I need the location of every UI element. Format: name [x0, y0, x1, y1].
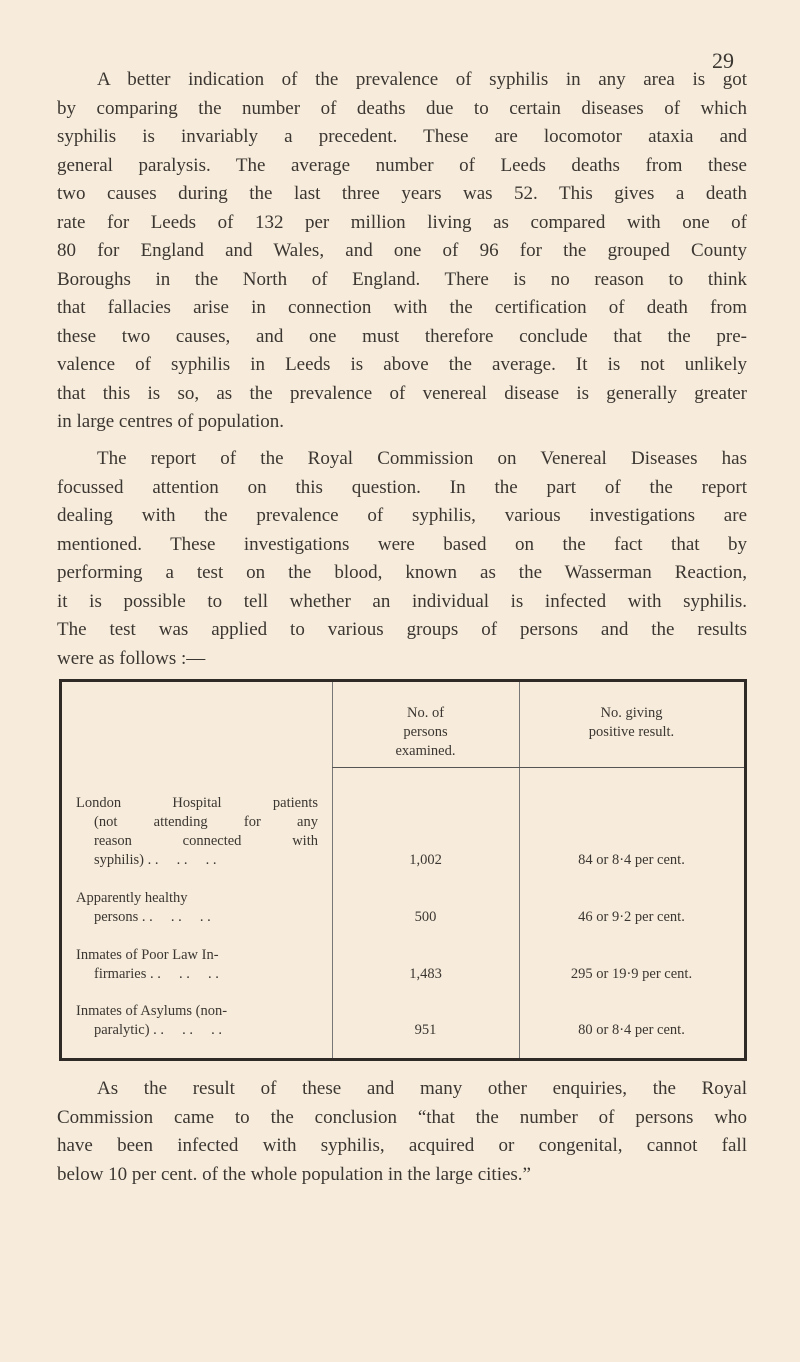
page-number: 29	[712, 48, 734, 73]
positive-result: 46 or 9·2 per cent.	[578, 909, 685, 925]
text-line: 80 for England and Wales, and one of 96 for the grouped County	[57, 240, 747, 261]
text-line: The test was applied to various groups of persons and the results	[57, 619, 747, 640]
text-line: general paralysis. The average number of Leeds deaths from these	[57, 154, 747, 176]
header-positive	[519, 704, 744, 742]
positive-result: 80 or 8·4 per cent.	[578, 1022, 685, 1038]
label-line: paralytic) . . . . . .	[94, 1022, 223, 1038]
label-line: reason connected with	[94, 833, 318, 849]
label-line: Inmates of Asylums (non-	[76, 1003, 228, 1019]
header-examined	[332, 704, 519, 761]
text-line: by comparing the number of deaths due to certain diseases of which	[57, 97, 747, 119]
text-line: were as follows :—	[57, 647, 206, 669]
header-text: persons	[403, 724, 448, 740]
row-label	[76, 889, 318, 927]
text-line: Commission came to the conclusion “that the number of persons who	[57, 1106, 747, 1128]
header-text: No. giving	[600, 705, 663, 721]
positive-result: 295 or 19·9 per cent.	[570, 966, 693, 982]
row-label	[76, 794, 318, 870]
text-line: syphilis is invariably a precedent. These are locomotor ataxia and	[57, 126, 747, 147]
text-line: performing a test on the blood, known as the Wasserman Reaction,	[57, 562, 747, 583]
text-line: focussed attention on this question. In the part of the report	[57, 476, 747, 498]
wasserman-results-table	[59, 679, 747, 1061]
examined-count: 951	[414, 1022, 437, 1038]
label-line: persons . . . . . .	[94, 909, 211, 925]
row-label	[76, 1002, 318, 1040]
text-line: it is possible to tell whether an individual is infected with syphilis.	[57, 590, 747, 612]
header-divider	[332, 767, 744, 768]
label-line: Apparently healthy	[76, 890, 188, 906]
text-line: below 10 per cent. of the whole population in the large cities.”	[57, 1163, 531, 1185]
label-line: (not attending for any	[94, 814, 318, 830]
row-label	[76, 946, 318, 984]
label-line: syphilis) . . . . . .	[94, 852, 217, 868]
positive-result: 84 or 8·4 per cent.	[578, 852, 685, 868]
text-line: in large centres of population.	[57, 411, 285, 432]
text-line: that this is so, as the prevalence of venereal disease is generally greater	[57, 382, 747, 404]
paragraph-royal-commission	[57, 445, 747, 673]
examined-count: 1,483	[409, 966, 442, 982]
header-text: No. of	[406, 705, 445, 721]
text-line: The report of the Royal Commission on Venereal Diseases has	[97, 448, 747, 469]
text-line: dealing with the prevalence of syphilis, various investigations are	[57, 505, 747, 526]
label-line: firmaries . . . . . .	[94, 966, 219, 982]
label-line: Inmates of Poor Law In-	[76, 947, 219, 963]
text-line: valence of syphilis in Leeds is above the average. It is not unlikely	[57, 354, 747, 375]
header-text: examined.	[395, 743, 456, 759]
text-line: A better indication of the prevalence of syphilis in any area is got	[97, 69, 747, 90]
examined-count: 500	[414, 909, 437, 925]
paragraph-syphilis-deaths	[57, 66, 747, 437]
text-line: two causes during the last three years was 52. This gives a death	[57, 183, 747, 204]
text-line: Boroughs in the North of England. There is no reason to think	[57, 268, 747, 290]
text-line: these two causes, and one must therefore conclude that the pre-	[57, 325, 747, 347]
text-line: that fallacies arise in connection with the certification of death from	[57, 297, 747, 318]
text-line: have been infected with syphilis, acquired or congenital, cannot fall	[57, 1135, 747, 1156]
text-line: mentioned. These investigations were based on the fact that by	[57, 533, 747, 555]
label-line: London Hospital patients	[76, 795, 318, 811]
text-line: rate for Leeds of 132 per million living as compared with one of	[57, 211, 747, 233]
header-text: positive result.	[588, 724, 675, 740]
paragraph-conclusion	[57, 1075, 747, 1189]
examined-count: 1,002	[409, 852, 442, 868]
text-line: As the result of these and many other enquiries, the Royal	[97, 1078, 747, 1099]
